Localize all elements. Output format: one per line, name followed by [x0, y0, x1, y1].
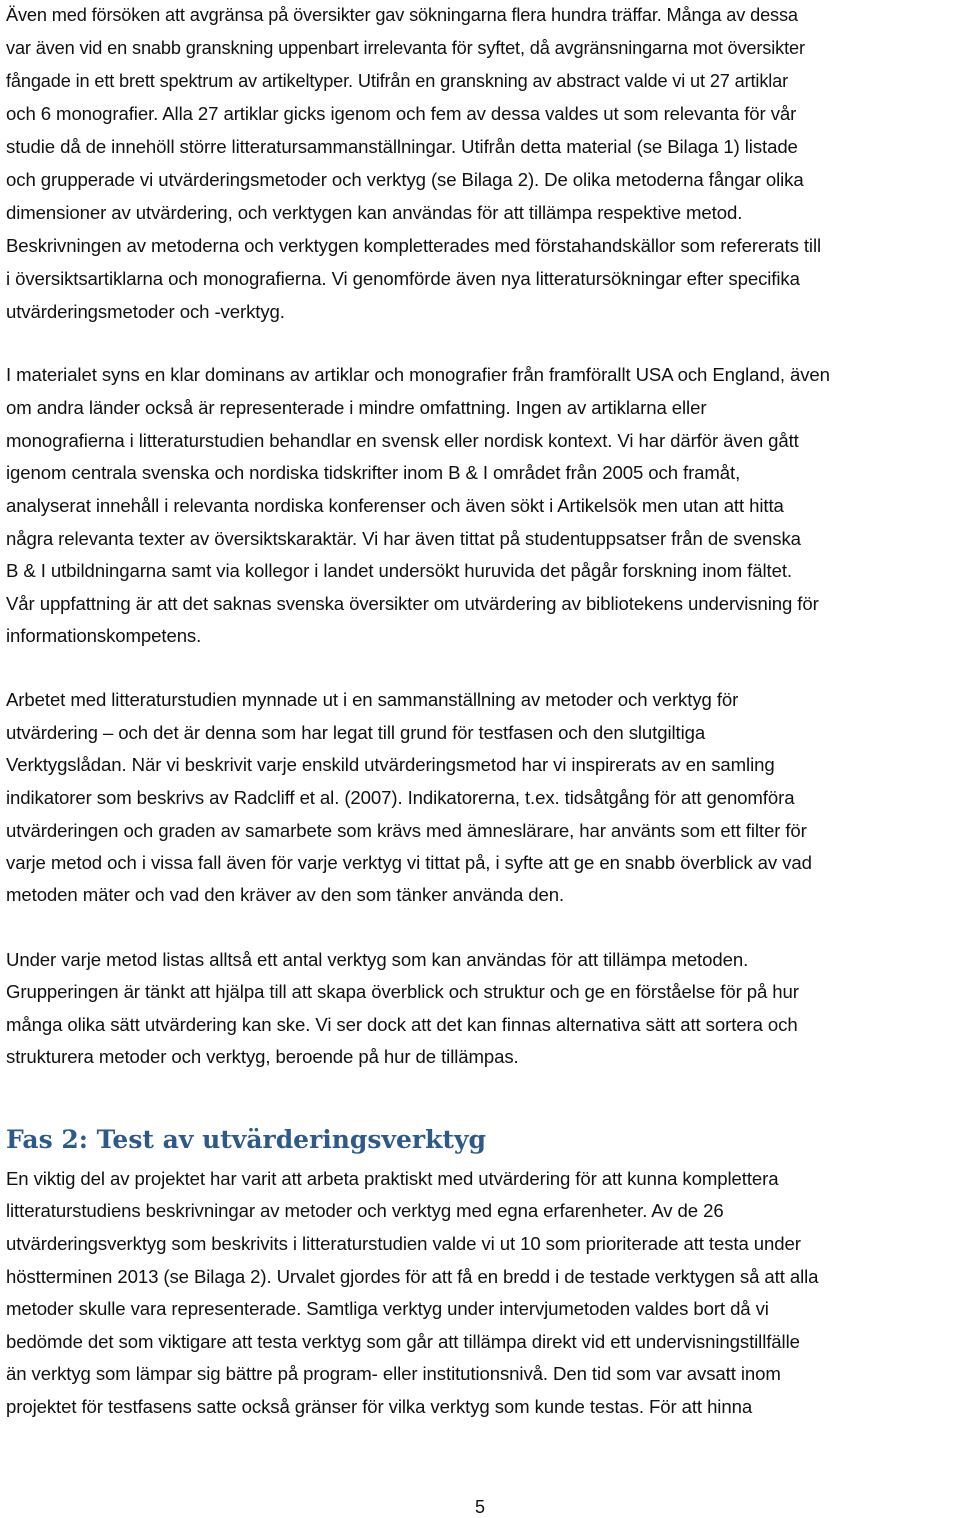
text-line: var även vid en snabb granskning uppenbart irrelevanta för syftet, då avgränsningarna mot översikter [6, 38, 805, 58]
text-line: och 6 monografier. Alla 27 artiklar gicks igenom och fem av dessa valdes ut som relevanta för vår [6, 103, 797, 124]
text-line: dimensioner av utvärdering, och verktygen kan användas för att tillämpa respektive metod. [6, 202, 743, 223]
text-line: Vår uppfattning är att det saknas svenska översikter om utvärdering av bibliotekens undervisning för [6, 593, 819, 614]
text-line: om andra länder också är representerade i mindre omfattning. Ingen av artiklarna eller [6, 397, 707, 418]
text-line: många olika sätt utvärdering kan ske. Vi ser dock att det kan finnas alternativa sätt att sortera och [6, 1014, 798, 1035]
text-line: analyserat innehåll i relevanta nordiska konferenser och även sökt i Artikelsök men utan att hitta [6, 495, 784, 516]
text-line: strukturera metoder och verktyg, beroende på hur de tillämpas. [6, 1046, 519, 1067]
text-line: i översiktsartiklarna och monografierna. Vi genomförde även nya litteratursökningar efter specifika [6, 268, 800, 289]
text-line: igenom centrala svenska och nordiska tidskrifter inom B & I området från 2005 och framåt, [6, 462, 741, 483]
text-line: Även med försöken att avgränsa på översikter gav sökningarna flera hundra träffar. Många av dessa [6, 5, 798, 25]
section-heading: Fas 2: Test av utvärderingsverktyg [6, 1125, 486, 1154]
text-line: utvärderingsverktyg som beskrivits i litteraturstudien valde vi ut 10 som prioriterade att testa under [6, 1233, 801, 1254]
text-line: Verktygslådan. När vi beskrivit varje enskild utvärderingsmetod har vi inspirerats av en samling [6, 754, 775, 775]
text-line: utvärderingen och graden av samarbete som krävs med ämneslärare, har använts som ett filter för [6, 820, 807, 841]
text-line: informationskompetens. [6, 625, 202, 646]
text-line: En viktig del av projektet har varit att arbeta praktiskt med utvärdering för att kunna komplettera [6, 1168, 779, 1189]
text-line: Grupperingen är tänkt att hjälpa till att skapa överblick och struktur och ge en förståelse för på hur [6, 981, 799, 1002]
text-line: B & I utbildningarna samt via kollegor i landet undersökt huruvida det pågår forskning inom fältet. [6, 560, 792, 581]
text-line: studie då de innehöll större litteratursammanställningar. Utifrån detta material (se Bilaga 1) listade [6, 136, 798, 157]
text-line: utvärdering – och det är denna som har legat till grund för testfasen och den slutgiltiga [6, 722, 706, 743]
text-line: I materialet syns en klar dominans av artiklar och monografier från framförallt USA och England, även [6, 364, 830, 385]
text-line: bedömde det som viktigare att testa verktyg som går att tillämpa direkt vid ett undervisningstillfälle [6, 1331, 800, 1352]
text-line: några relevanta texter av översiktskaraktär. Vi har även tittat på studentuppsatser från de svenska [6, 528, 801, 549]
text-line: projektet för testfasens satte också gränser för vilka verktyg som kunde testas. För att hinna [6, 1396, 753, 1417]
text-line: litteraturstudiens beskrivningar av metoder och verktyg med egna erfarenheter. Av de 26 [6, 1200, 724, 1221]
text-line: Beskrivningen av metoderna och verktygen kompletterades med förstahandskällor som refererats till [6, 235, 822, 256]
text-line: fångade in ett brett spektrum av artikeltyper. Utifrån en granskning av abstract valde vi ut 27 artiklar [6, 71, 789, 91]
text-line: utvärderingsmetoder och -verktyg. [6, 301, 285, 322]
text-line: höstterminen 2013 (se Bilaga 2). Urvalet gjordes för att få en bredd i de testade verktygen så att alla [6, 1266, 819, 1287]
text-line: Under varje metod listas alltså ett antal verktyg som kan användas för att tillämpa metoden. [6, 949, 749, 970]
text-line: och grupperade vi utvärderingsmetoder och verktyg (se Bilaga 2). De olika metoderna fångar olika [6, 169, 804, 190]
text-line: varje metod och i vissa fall även för varje verktyg vi tittat på, i syfte att ge en snabb överblick av vad [6, 852, 812, 873]
page-number: 5 [474, 1497, 485, 1517]
text-line: metoder skulle vara representerade. Samtliga verktyg under intervjumetoden valdes bort då vi [6, 1298, 769, 1319]
text-line: metoden mäter och vad den kräver av den som tänker använda den. [6, 884, 565, 905]
text-line: än verktyg som lämpar sig bättre på program- eller institutionsnivå. Den tid som var avsatt inom [6, 1363, 781, 1384]
text-line: monografierna i litteraturstudien behandlar en svensk eller nordisk kontext. Vi har därför även gått [6, 430, 799, 451]
text-line: indikatorer som beskrivs av Radcliff et al. (2007). Indikatorerna, t.ex. tidsåtgång för att genomföra [6, 787, 795, 808]
text-line: Arbetet med litteraturstudien mynnade ut i en sammanställning av metoder och verktyg för [6, 689, 739, 710]
